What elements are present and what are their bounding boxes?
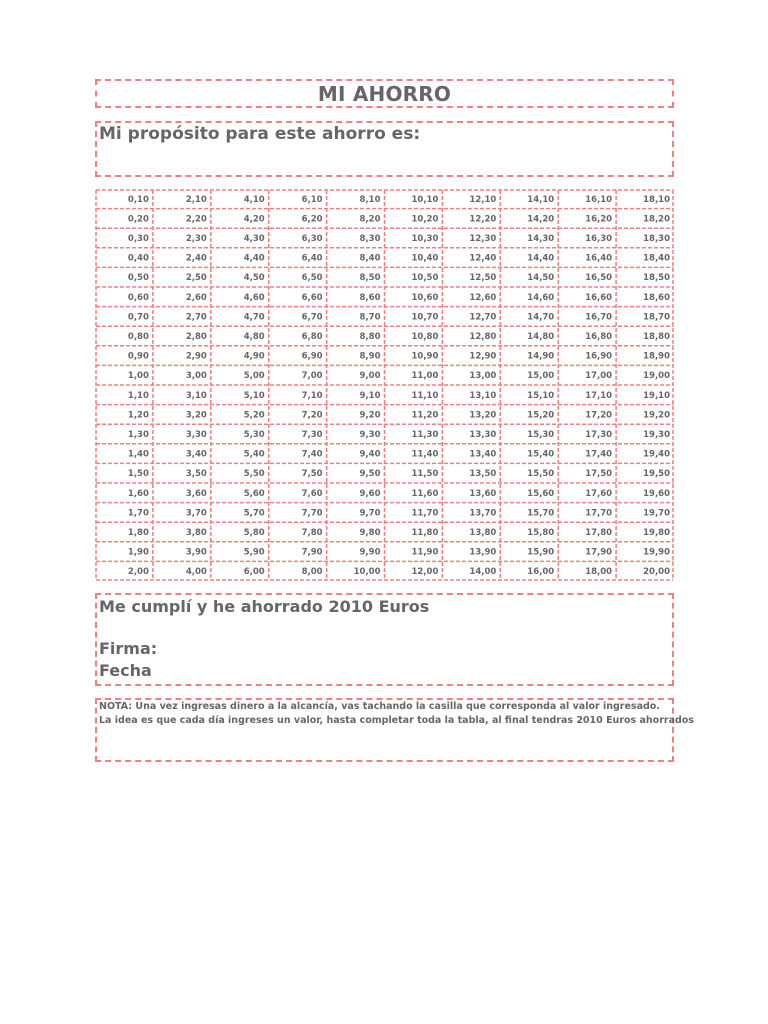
grid-cell-amount: 2,80 bbox=[185, 332, 207, 342]
grid-cell-amount: 19,50 bbox=[643, 469, 670, 480]
grid-cell-amount: 6,10 bbox=[301, 194, 323, 205]
grid-cell-amount: 7,80 bbox=[301, 528, 323, 538]
grid-cell-amount: 0,40 bbox=[127, 253, 149, 264]
grid-cell-amount: 11,40 bbox=[411, 449, 439, 460]
grid-cell-amount: 11,90 bbox=[411, 547, 439, 558]
grid-cell-amount: 8,40 bbox=[359, 253, 381, 264]
grid-cell-amount: 12,70 bbox=[469, 312, 497, 323]
grid-cell-amount: 3,20 bbox=[185, 410, 207, 421]
grid-cell-amount: 6,40 bbox=[301, 253, 323, 264]
grid-cell-amount: 17,50 bbox=[585, 469, 613, 480]
grid-cell-amount: 0,60 bbox=[127, 292, 149, 303]
grid-cell-amount: 15,40 bbox=[527, 449, 555, 460]
grid-cell-amount: 1,00 bbox=[127, 371, 149, 382]
grid-cell-amount: 4,70 bbox=[243, 312, 265, 323]
grid-cell-amount: 19,60 bbox=[643, 488, 670, 499]
grid-cell-amount: 18,10 bbox=[643, 194, 670, 205]
grid-cell-amount: 11,80 bbox=[411, 528, 439, 538]
grid-cell-amount: 8,20 bbox=[359, 214, 381, 225]
grid-cell-amount: 3,40 bbox=[185, 449, 207, 460]
grid-cell-amount: 3,80 bbox=[185, 528, 207, 538]
grid-cell-amount: 14,50 bbox=[527, 273, 555, 284]
grid-cell-amount: 16,70 bbox=[585, 312, 613, 323]
grid-cell-amount: 19,40 bbox=[643, 449, 670, 460]
grid-cell-amount: 13,80 bbox=[469, 528, 497, 538]
grid-cell-amount: 1,70 bbox=[127, 508, 149, 519]
grid-cell-amount: 13,50 bbox=[469, 469, 497, 480]
grid-cell-amount: 11,00 bbox=[411, 371, 439, 382]
grid-cell-amount: 12,20 bbox=[469, 214, 497, 225]
grid-cell-amount: 6,90 bbox=[301, 351, 323, 362]
grid-cell-amount: 8,80 bbox=[359, 332, 381, 342]
grid-cell-amount: 12,30 bbox=[469, 234, 497, 244]
grid-cell-amount: 16,40 bbox=[585, 253, 613, 264]
grid-cell-amount: 2,50 bbox=[185, 273, 207, 284]
grid-cell-amount: 0,10 bbox=[127, 194, 149, 205]
grid-cell-amount: 5,20 bbox=[243, 410, 265, 421]
grid-cell-amount: 9,80 bbox=[359, 528, 381, 538]
grid-cell-amount: 0,50 bbox=[127, 273, 149, 284]
grid-cell-amount: 11,30 bbox=[411, 430, 439, 440]
grid-cell-amount: 1,10 bbox=[127, 390, 149, 401]
grid-cell-amount: 2,20 bbox=[185, 214, 207, 225]
grid-cell-amount: 5,10 bbox=[243, 390, 265, 401]
grid-cell-amount: 3,60 bbox=[185, 488, 207, 499]
grid-cell-amount: 19,30 bbox=[643, 430, 670, 440]
grid-cell-amount: 10,30 bbox=[411, 234, 439, 244]
grid-cell-amount: 16,50 bbox=[585, 273, 613, 284]
grid-cell-amount: 12,10 bbox=[469, 194, 497, 205]
grid-cell-amount: 19,00 bbox=[643, 371, 670, 382]
grid-cell-amount: 7,60 bbox=[301, 488, 323, 499]
grid-cell-amount: 5,70 bbox=[243, 508, 265, 519]
purpose-label: Mi propósito para este ahorro es: bbox=[99, 124, 421, 144]
grid-cell-amount: 3,70 bbox=[185, 508, 207, 519]
grid-cell-amount: 18,20 bbox=[643, 214, 670, 225]
grid-cell-amount: 0,20 bbox=[127, 214, 149, 225]
grid-cell-amount: 7,50 bbox=[301, 469, 323, 480]
grid-cell-amount: 9,50 bbox=[359, 469, 381, 480]
grid-cell-amount: 10,10 bbox=[411, 194, 439, 205]
note-box bbox=[95, 698, 694, 762]
grid-cell-amount: 14,80 bbox=[527, 332, 555, 342]
grid-cell-amount: 14,90 bbox=[527, 351, 555, 362]
grid-cell-amount: 11,60 bbox=[411, 488, 439, 499]
grid-cell-amount: 16,10 bbox=[585, 194, 613, 205]
grid-cell-amount: 4,80 bbox=[243, 332, 265, 342]
grid-cell-amount: 6,20 bbox=[301, 214, 323, 225]
grid-cell-amount: 19,80 bbox=[643, 528, 670, 538]
grid-cell-amount: 5,80 bbox=[243, 528, 265, 538]
grid-cell-amount: 17,80 bbox=[585, 528, 613, 538]
grid-cell-amount: 18,60 bbox=[643, 292, 670, 303]
page-title: MI AHORRO bbox=[317, 81, 452, 106]
grid-cell-amount: 13,10 bbox=[469, 390, 497, 401]
grid-cell-amount: 2,60 bbox=[185, 292, 207, 303]
grid-cell-amount: 1,60 bbox=[127, 488, 149, 499]
grid-cell-amount: 18,40 bbox=[643, 253, 670, 264]
grid-cell-amount: 16,30 bbox=[585, 234, 613, 244]
savings-grid-svg bbox=[95, 189, 674, 581]
grid-cell-amount: 3,30 bbox=[185, 430, 207, 440]
grid-cell-amount: 9,30 bbox=[359, 430, 381, 440]
grid-cell-amount: 2,40 bbox=[185, 253, 207, 264]
grid-cell-amount: 15,10 bbox=[527, 390, 555, 401]
grid-cell-amount: 17,40 bbox=[585, 449, 613, 460]
grid-cell-amount: 4,40 bbox=[243, 253, 265, 264]
grid-cell-amount: 7,10 bbox=[301, 390, 323, 401]
grid-cell-amount: 18,90 bbox=[643, 351, 670, 362]
grid-cell-amount: 1,50 bbox=[127, 469, 149, 480]
grid-cell-amount: 0,80 bbox=[127, 332, 149, 342]
grid-cell-amount: 1,30 bbox=[127, 430, 149, 440]
grid-cell-amount: 18,30 bbox=[643, 234, 670, 244]
grid-cell-amount: 17,00 bbox=[585, 371, 613, 382]
grid-cell-amount: 20,00 bbox=[643, 567, 670, 578]
grid-cell-amount: 8,60 bbox=[359, 292, 381, 303]
grid-cell-amount: 8,90 bbox=[359, 351, 381, 362]
achieved-text: Me cumplí y he ahorrado 2010 Euros bbox=[99, 597, 430, 616]
grid-cell-amount: 8,50 bbox=[359, 273, 381, 284]
grid-cell-amount: 13,00 bbox=[469, 371, 497, 382]
grid-cell-amount: 5,40 bbox=[243, 449, 265, 460]
grid-cell-amount: 7,40 bbox=[301, 449, 323, 460]
grid-cell-amount: 13,70 bbox=[469, 508, 497, 519]
grid-cell-amount: 4,60 bbox=[243, 292, 265, 303]
grid-cell-amount: 14,70 bbox=[527, 312, 555, 323]
grid-cell-amount: 17,60 bbox=[585, 488, 613, 499]
grid-cell-amount: 19,90 bbox=[643, 547, 670, 558]
grid-cell-amount: 4,30 bbox=[243, 234, 265, 244]
grid-cell-amount: 5,30 bbox=[243, 430, 265, 440]
grid-cell-amount: 16,90 bbox=[585, 351, 613, 362]
grid-cell-amount: 19,20 bbox=[643, 410, 670, 421]
grid-cell-amount: 13,30 bbox=[469, 430, 497, 440]
grid-cell-amount: 4,50 bbox=[243, 273, 265, 284]
grid-cell-amount: 17,90 bbox=[585, 547, 613, 558]
grid-cell-amount: 3,10 bbox=[185, 390, 207, 401]
grid-cell-amount: 17,70 bbox=[585, 508, 613, 519]
savings-grid bbox=[95, 189, 674, 581]
date-label: Fecha bbox=[99, 661, 152, 680]
grid-cell-amount: 11,50 bbox=[411, 469, 439, 480]
grid-cell-amount: 16,60 bbox=[585, 292, 613, 303]
grid-cell-amount: 15,20 bbox=[527, 410, 555, 421]
grid-cell-amount: 9,40 bbox=[359, 449, 381, 460]
grid-cell-amount: 12,60 bbox=[469, 292, 497, 303]
grid-cell-amount: 9,90 bbox=[359, 547, 381, 558]
grid-cell-amount: 12,40 bbox=[469, 253, 497, 264]
grid-cell-amount: 10,40 bbox=[411, 253, 439, 264]
grid-cell-amount: 9,00 bbox=[359, 371, 381, 382]
grid-cell-amount: 1,20 bbox=[127, 410, 149, 421]
grid-cell-amount: 12,80 bbox=[469, 332, 497, 342]
grid-cell-amount: 6,80 bbox=[301, 332, 323, 342]
grid-cell-amount: 9,70 bbox=[359, 508, 381, 519]
grid-cell-amount: 0,90 bbox=[127, 351, 149, 362]
grid-cell-amount: 8,10 bbox=[359, 194, 381, 205]
grid-cell-amount: 3,90 bbox=[185, 547, 207, 558]
grid-cell-amount: 6,50 bbox=[301, 273, 323, 284]
grid-cell-amount: 17,20 bbox=[585, 410, 613, 421]
grid-cell-amount: 14,30 bbox=[527, 234, 555, 244]
grid-cell-amount: 13,40 bbox=[469, 449, 497, 460]
grid-cell-amount: 9,10 bbox=[359, 390, 381, 401]
grid-cell-amount: 2,00 bbox=[127, 567, 149, 578]
grid-cell-amount: 11,70 bbox=[411, 508, 439, 519]
grid-cell-amount: 16,80 bbox=[585, 332, 613, 342]
grid-cell-amount: 9,20 bbox=[359, 410, 381, 421]
grid-cell-amount: 15,50 bbox=[527, 469, 555, 480]
grid-cell-amount: 6,60 bbox=[301, 292, 323, 303]
grid-cell-amount: 4,90 bbox=[243, 351, 265, 362]
grid-cell-amount: 5,90 bbox=[243, 547, 265, 558]
grid-cell-amount: 15,60 bbox=[527, 488, 555, 499]
grid-cell-amount: 15,70 bbox=[527, 508, 555, 519]
grid-cell-amount: 14,60 bbox=[527, 292, 555, 303]
grid-cell-amount: 5,00 bbox=[243, 371, 265, 382]
grid-cell-amount: 7,00 bbox=[301, 371, 323, 382]
grid-cell-amount: 7,20 bbox=[301, 410, 323, 421]
grid-cell-amount: 0,30 bbox=[127, 234, 149, 244]
result-box bbox=[95, 593, 674, 686]
grid-cell-amount: 15,00 bbox=[527, 371, 555, 382]
grid-cell-amount: 18,50 bbox=[643, 273, 670, 284]
grid-cell-amount: 2,10 bbox=[185, 194, 207, 205]
grid-cell-amount: 4,00 bbox=[185, 567, 207, 578]
grid-cell-amount: 5,50 bbox=[243, 469, 265, 480]
grid-cell-amount: 14,10 bbox=[527, 194, 555, 205]
grid-cell-amount: 10,50 bbox=[411, 273, 439, 284]
grid-cell-amount: 10,00 bbox=[353, 567, 381, 578]
grid-cell-amount: 6,00 bbox=[243, 567, 265, 578]
grid-cell-amount: 1,90 bbox=[127, 547, 149, 558]
grid-cell-amount: 10,60 bbox=[411, 292, 439, 303]
grid-cell-amount: 10,20 bbox=[411, 214, 439, 225]
grid-cell-amount: 17,10 bbox=[585, 390, 613, 401]
title-box bbox=[95, 79, 674, 108]
grid-cell-amount: 8,00 bbox=[301, 567, 323, 578]
grid-cell-amount: 10,70 bbox=[411, 312, 439, 323]
grid-cell-amount: 17,30 bbox=[585, 430, 613, 440]
grid-cell-amount: 2,70 bbox=[185, 312, 207, 323]
grid-cell-amount: 15,90 bbox=[527, 547, 555, 558]
grid-cell-amount: 12,50 bbox=[469, 273, 497, 284]
grid-cell-amount: 6,30 bbox=[301, 234, 323, 244]
grid-cell-amount: 8,30 bbox=[359, 234, 381, 244]
grid-cell-amount: 9,60 bbox=[359, 488, 381, 499]
grid-cell-amount: 4,10 bbox=[243, 194, 265, 205]
grid-cell-amount: 10,90 bbox=[411, 351, 439, 362]
grid-cell-amount: 12,00 bbox=[411, 567, 439, 578]
grid-cell-amount: 7,90 bbox=[301, 547, 323, 558]
grid-cell-amount: 16,20 bbox=[585, 214, 613, 225]
grid-cell-amount: 15,30 bbox=[527, 430, 555, 440]
grid-cell-amount: 3,00 bbox=[185, 371, 207, 382]
note-line-1: NOTA: Una vez ingresas dinero a la alcancía, vas tachando la casilla que corresponda al valor ingresado. bbox=[99, 701, 660, 712]
grid-cell-amount: 19,10 bbox=[643, 390, 670, 401]
grid-cell-amount: 18,80 bbox=[643, 332, 670, 342]
grid-cell-amount: 6,70 bbox=[301, 312, 323, 323]
grid-cell-amount: 5,60 bbox=[243, 488, 265, 499]
grid-cell-amount: 8,70 bbox=[359, 312, 381, 323]
grid-cell-amount: 13,90 bbox=[469, 547, 497, 558]
grid-cell-amount: 10,80 bbox=[411, 332, 439, 342]
grid-cell-amount: 13,60 bbox=[469, 488, 497, 499]
grid-cell-amount: 16,00 bbox=[527, 567, 555, 578]
grid-cell-amount: 2,90 bbox=[185, 351, 207, 362]
grid-cell-amount: 14,00 bbox=[469, 567, 497, 578]
grid-cell-amount: 7,70 bbox=[301, 508, 323, 519]
grid-cell-amount: 7,30 bbox=[301, 430, 323, 440]
grid-cell-amount: 11,10 bbox=[411, 390, 439, 401]
purpose-box bbox=[95, 121, 674, 177]
grid-cell-amount: 18,70 bbox=[643, 312, 670, 323]
grid-cell-amount: 1,40 bbox=[127, 449, 149, 460]
grid-cell-amount: 2,30 bbox=[185, 234, 207, 244]
grid-cell-amount: 15,80 bbox=[527, 528, 555, 538]
grid-cell-amount: 14,40 bbox=[527, 253, 555, 264]
grid-cell-amount: 14,20 bbox=[527, 214, 555, 225]
grid-cell-amount: 1,80 bbox=[127, 528, 149, 538]
grid-cell-amount: 12,90 bbox=[469, 351, 497, 362]
grid-cell-amount: 4,20 bbox=[243, 214, 265, 225]
note-line-2: La idea es que cada día ingreses un valor, hasta completar toda la tabla, al final tendras 2010 Euros ahorrados bbox=[99, 715, 694, 726]
grid-cell-amount: 0,70 bbox=[127, 312, 149, 323]
grid-cell-amount: 11,20 bbox=[411, 410, 439, 421]
grid-cell-amount: 3,50 bbox=[185, 469, 207, 480]
grid-cell-amount: 19,70 bbox=[643, 508, 670, 519]
signature-label: Firma: bbox=[99, 639, 158, 658]
grid-cell-amount: 18,00 bbox=[585, 567, 613, 578]
grid-cell-amount: 13,20 bbox=[469, 410, 497, 421]
